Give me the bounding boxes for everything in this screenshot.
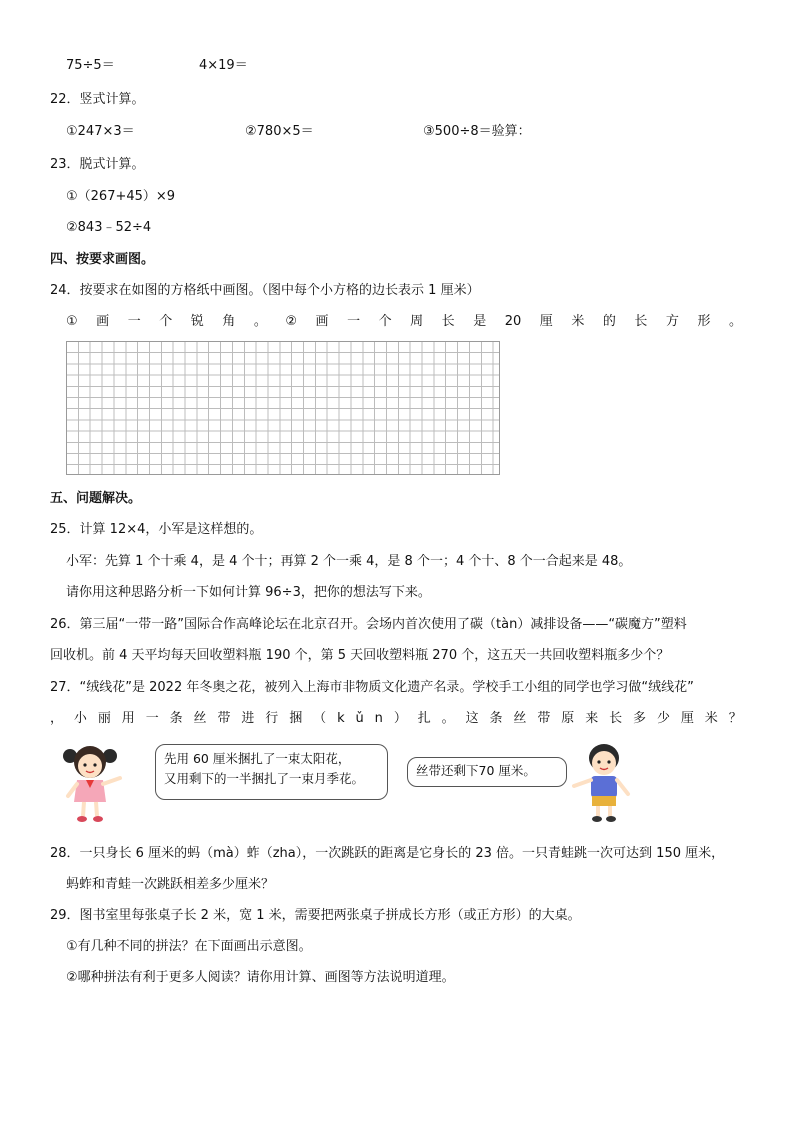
q27-line-2	[50, 710, 742, 728]
q26-line-2: 回收机。前 4 天平均每天回收塑料瓶 190 个，第 5 天回收塑料瓶 270 个，这五天一共回收塑料瓶多少个？	[50, 648, 670, 663]
bubble-boy-text: 丝带还剩下70 厘米。	[416, 763, 536, 778]
speech-bubble-boy	[407, 757, 567, 787]
q24-token-10: 个	[378, 314, 392, 329]
q24-token-3: 个	[159, 314, 173, 329]
q27-token-13: ǔ	[355, 711, 364, 726]
q27-token-21: 带	[537, 711, 551, 726]
speech-bubble-girl	[155, 744, 388, 800]
q27-token-3: 用	[121, 711, 135, 726]
bubble-girl-line-2: 又用剩下的一半捆扎了一束月季花。	[164, 771, 365, 786]
q22-item-3: ③500÷8＝验算：	[423, 124, 531, 139]
boy-figure	[570, 738, 634, 824]
q24-token-12: 长	[441, 314, 455, 329]
q24-token-19: 方	[665, 314, 679, 329]
q27-token-0: ，	[50, 711, 64, 726]
q24-token-2: 一	[127, 314, 141, 329]
q24-token-7: ②	[285, 314, 298, 329]
q27-token-10: 捆	[289, 711, 303, 726]
q27-token-2: 丽	[97, 711, 111, 726]
q24-token-13: 是	[473, 314, 487, 329]
girl-figure	[62, 740, 124, 826]
q27-token-16: 扎	[417, 711, 431, 726]
q21-expr-a: 75÷5＝	[66, 58, 115, 73]
q24-token-6: 。	[253, 314, 267, 329]
q27-token-29: ？	[728, 711, 742, 726]
q22-item-2: ②780×5＝	[245, 124, 314, 139]
q27-token-27: 厘	[680, 711, 694, 726]
q24-token-15: 厘	[539, 314, 553, 329]
q27-line-1: 27．“绒线花”是 2022 年冬奥之花，被列入上海市非物质文化遗产名录。学校手工小组的同学也学习做“绒线花”	[50, 680, 694, 695]
q27-token-11: （	[313, 711, 327, 726]
q24-token-0: ①	[66, 314, 78, 329]
q24-token-11: 周	[410, 314, 424, 329]
q23-title: 23．脱式计算。	[50, 157, 145, 172]
q24-instruction-line	[66, 313, 742, 331]
section-4-heading: 四、按要求画图。	[50, 252, 155, 267]
q22-title: 22．竖式计算。	[50, 92, 145, 107]
q25-xiaojun-method: 小军：先算 1 个十乘 4，是 4 个十；再算 2 个一乘 4，是 8 个一；4 个十、8 个一合起来是 48。	[66, 554, 632, 569]
q29-item-2: ②哪种拼法有利于更多人阅读？请你用计算、画图等方法说明道理。	[66, 970, 455, 985]
q27-token-26: 少	[656, 711, 670, 726]
q24-token-16: 米	[571, 314, 585, 329]
q29-item-1: ①有几种不同的拼法？在下面画出示意图。	[66, 939, 312, 954]
q24-token-17: 的	[602, 314, 616, 329]
q27-token-25: 多	[633, 711, 647, 726]
q23-item-1: ①（267+45）×9	[66, 189, 176, 204]
q27-token-18: 这	[465, 711, 479, 726]
q24-token-9: 一	[347, 314, 361, 329]
q27-token-14: n	[374, 711, 383, 726]
q25-title: 25．计算 12×4，小军是这样想的。	[50, 522, 263, 537]
grid-paper	[66, 341, 500, 475]
q21-expr-b: 4×19＝	[199, 58, 248, 73]
q27-token-12: k	[337, 711, 345, 726]
q26-line-1: 26．第三届“一带一路”国际合作高峰论坛在北京召开。会场内首次使用了碳（tàn）减排设备——“碳魔方”塑料	[50, 617, 687, 632]
q27-token-23: 来	[585, 711, 599, 726]
q25-prompt: 请你用这种思路分析一下如何计算 96÷3，把你的想法写下来。	[66, 585, 431, 600]
q27-token-22: 原	[561, 711, 575, 726]
q27-token-20: 丝	[513, 711, 527, 726]
q24-token-1: 画	[96, 314, 110, 329]
q24-token-4: 锐	[190, 314, 204, 329]
section-5-heading: 五、问题解决。	[50, 491, 142, 506]
q27-token-19: 条	[489, 711, 503, 726]
q23-item-2: ②843﹣52÷4	[66, 220, 152, 235]
q27-token-6: 丝	[193, 711, 207, 726]
q28-line-2: 蚂蚱和青蛙一次跳跃相差多少厘米？	[66, 877, 275, 892]
q24-token-14: 20	[504, 314, 522, 329]
q27-token-24: 长	[609, 711, 623, 726]
q24-token-18: 长	[634, 314, 648, 329]
q24-token-5: 角	[222, 314, 236, 329]
q27-token-9: 行	[265, 711, 279, 726]
q27-token-5: 条	[169, 711, 183, 726]
q24-token-8: 画	[315, 314, 329, 329]
q27-token-1: 小	[73, 711, 87, 726]
q27-token-4: 一	[145, 711, 159, 726]
q29-title: 29．图书室里每张桌子长 2 米，宽 1 米，需要把两张桌子拼成长方形（或正方形）的大桌。	[50, 908, 581, 923]
q28-line-1: 28．一只身长 6 厘米的蚂（mà）蚱（zha），一次跳跃的距离是它身长的 23 倍。一只青蛙跳一次可达到 150 厘米，	[50, 846, 725, 861]
q24-token-21: 。	[728, 314, 742, 329]
q24-title: 24．按要求在如图的方格纸中画图。（图中每个小方格的边长表示 1 厘米）	[50, 283, 480, 298]
bubble-girl-line-1: 先用 60 厘米捆扎了一束太阳花，	[164, 751, 351, 766]
q24-token-20: 形	[697, 314, 711, 329]
q27-token-7: 带	[217, 711, 231, 726]
q22-item-1: ①247×3＝	[66, 124, 135, 139]
q27-token-17: 。	[441, 711, 455, 726]
q27-token-8: 进	[241, 711, 255, 726]
q27-token-28: 米	[704, 711, 718, 726]
q27-token-15: ）	[393, 711, 407, 726]
